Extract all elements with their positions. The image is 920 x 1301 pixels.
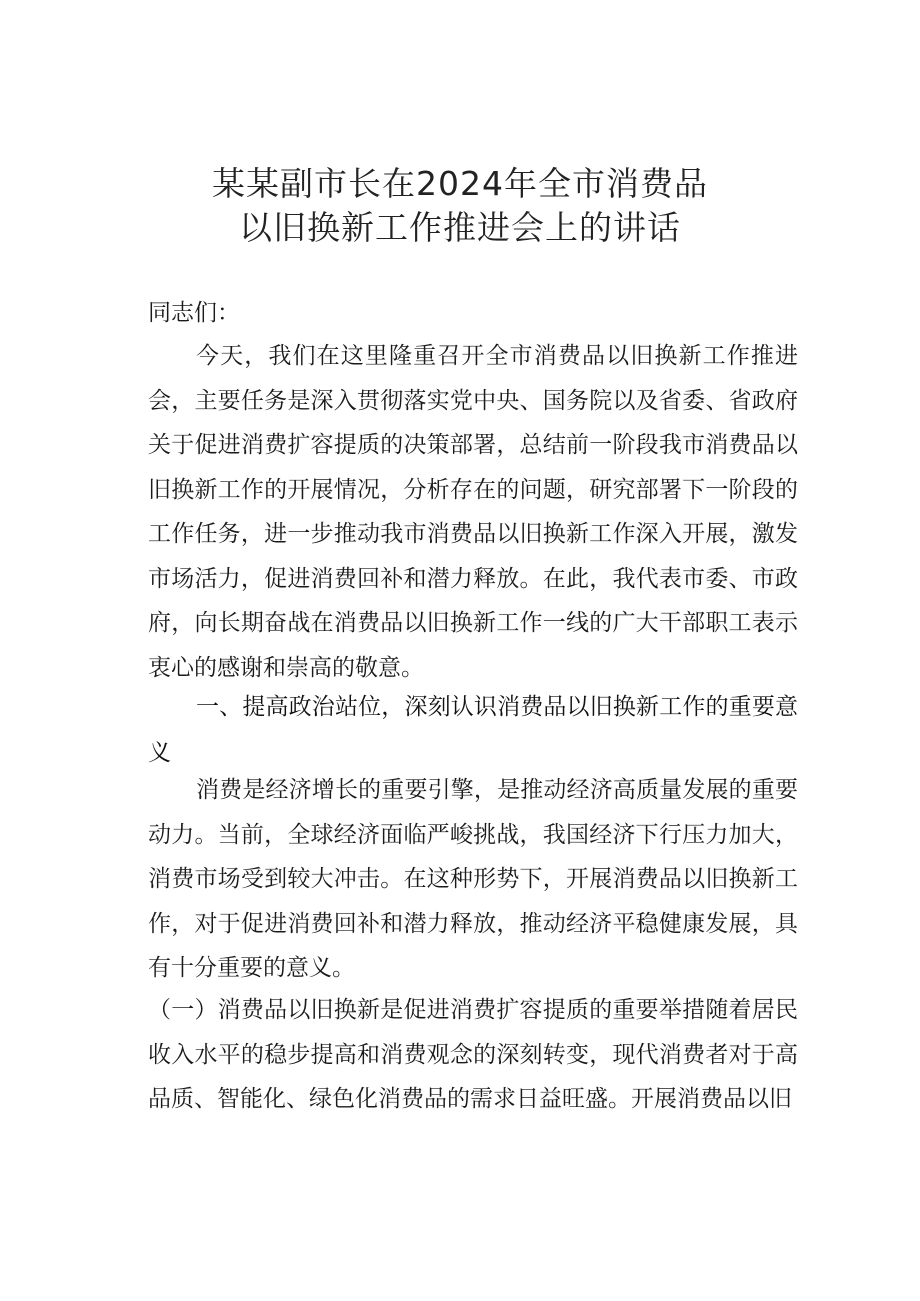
paragraph-significance: 消费是经济增长的重要引擎，是推动经济高质量发展的重要动力。当前，全球经济面临严峻挑战，我国经济下行压力加大，消费市场受到较大冲击。在这种形势下，开展消费品以旧换新工作，对于促进消费回补和潜力释放，推动经济平稳健康发展，具有十分重要的意义。: [148, 777, 798, 981]
section-heading-1: 一、提高政治站位，深刻认识消费品以旧换新工作的重要意义: [148, 694, 798, 766]
paragraph-opening: 今天，我们在这里隆重召开全市消费品以旧换新工作推进会，主要任务是深入贯彻落实党中央、国务院以及省委、省政府关于促进消费扩容提质的决策部署，总结前一阶段我市消费品以旧换新工作的开展情况，分析存在的问题，研究部署下一阶段的工作任务，进一步推动我市消费品以旧换新工作深入开展，激发市场活力，促进消费回补和潜力释放。在此，我代表市委、市政府，向长期奋战在消费品以旧换新工作一线的广大干部职工表示衷心的感谢和崇高的敬意。: [148, 343, 798, 681]
document-title-line-2: 以旧换新工作推进会上的讲话: [239, 208, 681, 247]
salutation: 同志们：: [148, 300, 240, 326]
paragraph-subsection-1: （一）消费品以旧换新是促进消费扩容提质的重要举措随着居民收入水平的稳步提高和消费观念的深刻转变，现代消费者对于高品质、智能化、绿色化消费品的需求日益旺盛。开展消费品以旧: [148, 997, 798, 1112]
document-title-line-1: 某某副市长在2024年全市消费品: [212, 164, 708, 203]
